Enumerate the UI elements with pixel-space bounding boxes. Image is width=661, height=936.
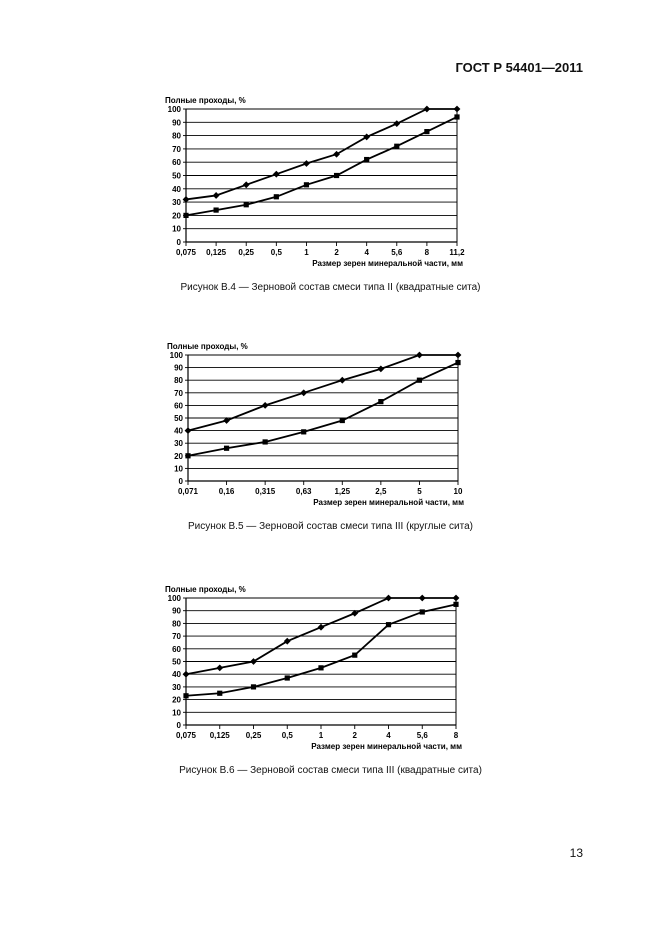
- y-tick-label: 20: [174, 451, 183, 461]
- x-tick-label: 10: [453, 487, 463, 496]
- page-number: 13: [569, 846, 583, 860]
- data-point-square: [304, 182, 309, 187]
- y-tick-label: 70: [174, 388, 183, 398]
- data-point-diamond: [455, 352, 462, 359]
- y-tick-label: 80: [172, 131, 181, 141]
- y-axis-title: Полные проходы, %: [165, 585, 246, 594]
- data-point-diamond: [318, 624, 325, 631]
- x-axis-title: Размер зерен минеральной части, мм: [313, 498, 464, 507]
- data-point-diamond: [183, 671, 190, 678]
- data-point-diamond: [300, 389, 307, 396]
- y-tick-label: 30: [172, 682, 181, 692]
- caption-b4: Рисунок В.4 — Зерновой состав смеси типа II (квадратные сита): [180, 282, 481, 293]
- data-point-square: [352, 653, 357, 658]
- data-point-square: [378, 399, 383, 404]
- data-point-square: [274, 194, 279, 199]
- y-tick-label: 0: [178, 477, 183, 486]
- y-tick-label: 10: [172, 224, 181, 234]
- data-point-square: [386, 622, 391, 627]
- y-tick-label: 80: [174, 376, 183, 386]
- data-point-square: [318, 665, 323, 670]
- x-tick-label: 0,5: [270, 248, 282, 257]
- y-tick-label: 50: [172, 657, 181, 667]
- y-tick-label: 70: [172, 632, 181, 642]
- data-point-square: [455, 360, 460, 365]
- y-tick-label: 40: [172, 184, 181, 194]
- figure-b4: [0, 88, 661, 273]
- data-point-diamond: [423, 106, 430, 113]
- y-tick-label: 100: [167, 594, 181, 603]
- y-tick-label: 60: [172, 644, 181, 654]
- data-point-square: [454, 114, 459, 119]
- x-tick-label: 0,075: [175, 248, 197, 257]
- data-point-square: [224, 446, 229, 451]
- x-tick-label: 0,125: [209, 731, 230, 740]
- y-tick-label: 70: [172, 144, 181, 154]
- document-standard-header: ГОСТ Р 54401—2011: [455, 60, 583, 75]
- data-point-square: [394, 144, 399, 149]
- y-tick-label: 60: [174, 401, 183, 411]
- caption-b6: Рисунок В.6 — Зерновой состав смеси типа III (квадратные сита): [179, 765, 482, 776]
- data-point-square: [183, 213, 188, 218]
- data-point-diamond: [419, 595, 426, 602]
- data-point-diamond: [377, 365, 384, 372]
- figure-b5: [0, 334, 661, 519]
- y-tick-label: 90: [172, 118, 181, 128]
- x-tick-label: 0,25: [238, 248, 255, 257]
- data-point-diamond: [185, 427, 192, 434]
- chart-b4: [0, 88, 661, 273]
- data-point-square: [417, 378, 422, 383]
- y-tick-label: 100: [169, 351, 183, 360]
- x-tick-label: 0,071: [177, 487, 199, 496]
- y-tick-label: 30: [174, 439, 183, 449]
- x-tick-label: 8: [453, 731, 459, 740]
- data-point-diamond: [303, 160, 310, 167]
- x-tick-label: 0,315: [255, 487, 276, 496]
- x-tick-label: 0,16: [218, 487, 235, 496]
- data-point-square: [263, 439, 268, 444]
- data-point-diamond: [416, 352, 423, 359]
- x-tick-label: 5: [417, 487, 422, 496]
- x-tick-label: 1,25: [334, 487, 351, 496]
- x-tick-label: 0,075: [175, 731, 197, 740]
- data-point-square: [334, 173, 339, 178]
- data-point-square: [340, 418, 345, 423]
- x-tick-label: 8: [424, 248, 430, 257]
- data-point-square: [424, 129, 429, 134]
- data-point-square: [185, 453, 190, 458]
- series-line-2: [186, 604, 456, 695]
- y-tick-label: 10: [174, 464, 183, 474]
- x-axis-title: Размер зерен минеральной части, мм: [312, 259, 463, 268]
- x-tick-label: 0,125: [206, 248, 227, 257]
- data-point-square: [244, 202, 249, 207]
- chart-b5: [0, 334, 661, 519]
- data-point-square: [183, 693, 188, 698]
- figure-b6: [0, 576, 661, 761]
- data-point-diamond: [273, 171, 280, 178]
- series-line-2: [188, 363, 458, 456]
- data-point-diamond: [262, 402, 269, 409]
- y-tick-label: 50: [172, 171, 181, 181]
- data-point-square: [420, 609, 425, 614]
- y-tick-label: 20: [172, 695, 181, 705]
- x-tick-label: 1: [318, 731, 324, 740]
- x-tick-label: 0,25: [245, 731, 262, 740]
- y-tick-label: 20: [172, 211, 181, 221]
- x-tick-label: 4: [386, 731, 391, 740]
- caption-b5: Рисунок В.5 — Зерновой состав смеси типа III (круглые сита): [188, 521, 473, 532]
- x-tick-label: 2,5: [375, 487, 387, 496]
- y-tick-label: 0: [176, 721, 181, 730]
- y-tick-label: 10: [172, 708, 181, 718]
- x-tick-label: 1: [304, 248, 309, 257]
- y-tick-label: 90: [174, 363, 183, 373]
- data-point-diamond: [339, 377, 346, 384]
- data-point-diamond: [453, 595, 460, 602]
- data-point-diamond: [385, 595, 392, 602]
- data-point-diamond: [213, 192, 220, 199]
- data-point-square: [301, 429, 306, 434]
- x-tick-label: 5,6: [391, 248, 403, 257]
- data-point-square: [364, 157, 369, 162]
- y-tick-label: 50: [174, 414, 183, 423]
- data-point-diamond: [216, 664, 223, 671]
- y-axis-title: Полные проходы, %: [167, 342, 248, 351]
- x-tick-label: 5,6: [416, 731, 428, 740]
- x-tick-label: 2: [334, 248, 339, 257]
- data-point-diamond: [454, 106, 461, 113]
- y-tick-label: 80: [172, 619, 181, 629]
- data-point-square: [453, 602, 458, 607]
- chart-b6: [0, 576, 661, 761]
- y-tick-label: 90: [172, 606, 181, 616]
- data-point-diamond: [243, 181, 250, 188]
- x-tick-label: 0,63: [295, 487, 312, 496]
- x-tick-label: 4: [364, 248, 369, 257]
- x-tick-label: 2: [352, 731, 357, 740]
- y-axis-title: Полные проходы, %: [165, 96, 246, 105]
- y-tick-label: 40: [172, 670, 181, 680]
- series-line-2: [186, 117, 457, 215]
- y-tick-label: 40: [174, 426, 183, 436]
- y-tick-label: 30: [172, 198, 181, 208]
- data-point-square: [285, 675, 290, 680]
- data-point-diamond: [393, 120, 400, 127]
- y-tick-label: 100: [167, 105, 181, 114]
- x-axis-title: Размер зерен минеральной части, мм: [311, 742, 462, 751]
- data-point-square: [214, 207, 219, 212]
- x-tick-label: 0,5: [281, 731, 293, 740]
- data-point-square: [217, 691, 222, 696]
- y-tick-label: 60: [172, 158, 181, 168]
- x-tick-label: 11,2: [449, 248, 465, 257]
- y-tick-label: 0: [176, 238, 181, 247]
- data-point-square: [251, 684, 256, 689]
